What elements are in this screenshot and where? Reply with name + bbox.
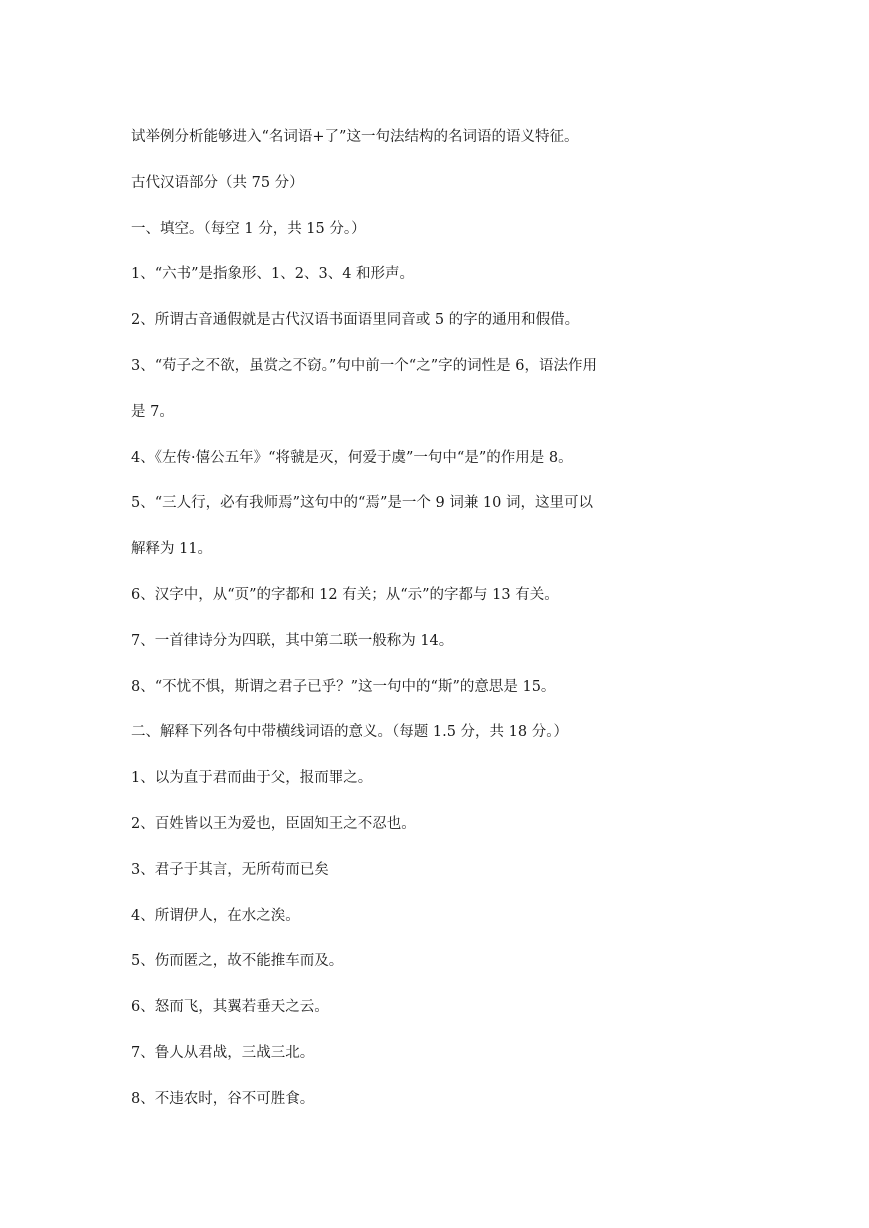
explain-item-1: 1、以为直于君而曲于父，报而罪之。 <box>131 770 373 787</box>
fill-blank-item-3: 3、“苟子之不欲，虽赏之不窃。”句中前一个“之”字的词性是 6，语法作用 <box>131 357 597 374</box>
fill-blank-item-1: 1、“六书”是指象形、1、2、3、4 和形声。 <box>131 266 415 283</box>
explain-item-2: 2、百姓皆以王为爱也，臣固知王之不忍也。 <box>131 815 416 832</box>
fill-blank-item-6: 6、汉字中，从“页”的字都和 12 有关；从“示”的字都与 13 有关。 <box>131 586 559 603</box>
fill-blank-item-3-continued: 是 7。 <box>131 403 174 420</box>
document-body <box>131 127 771 1135</box>
part-heading-explain-words: 二、解释下列各句中带横线词语的意义。（每题 1.5 分，共 18 分。） <box>131 724 568 741</box>
fill-blank-item-2: 2、所谓古音通假就是古代汉语书面语里同音或 5 的字的通用和假借。 <box>131 312 580 329</box>
explain-item-6: 6、怒而飞，其翼若垂天之云。 <box>131 999 329 1016</box>
section-heading-ancient-chinese: 古代汉语部分（共 75 分） <box>131 174 304 191</box>
explain-item-4: 4、所谓伊人，在水之涘。 <box>131 907 300 924</box>
explain-item-3: 3、君子于其言，无所苟而已矣 <box>131 861 329 878</box>
explain-item-7: 7、鲁人从君战，三战三北。 <box>131 1044 315 1061</box>
fill-blank-item-8: 8、“不忧不惧，斯谓之君子已乎？”这一句中的“斯”的意思是 15。 <box>131 678 556 695</box>
fill-blank-item-7: 7、一首律诗分为四联，其中第二联一般称为 14。 <box>131 632 454 649</box>
explain-item-5: 5、伤而匿之，故不能推车而及。 <box>131 953 344 970</box>
fill-blank-item-5: 5、“三人行，必有我师焉”这句中的“焉”是一个 9 词兼 10 词，这里可以 <box>131 495 593 512</box>
explain-item-8: 8、不违农时，谷不可胜食。 <box>131 1090 315 1107</box>
question-prompt: 试举例分析能够进入“名词语+了”这一句法结构的名词语的语义特征。 <box>131 129 579 145</box>
part-heading-fill-blank: 一、填空。（每空 1 分，共 15 分。） <box>131 220 366 237</box>
fill-blank-item-5-continued: 解释为 11。 <box>131 541 213 558</box>
fill-blank-item-4: 4、《左传·僖公五年》“将虢是灭，何爱于虞”一句中“是”的作用是 8。 <box>131 449 573 466</box>
